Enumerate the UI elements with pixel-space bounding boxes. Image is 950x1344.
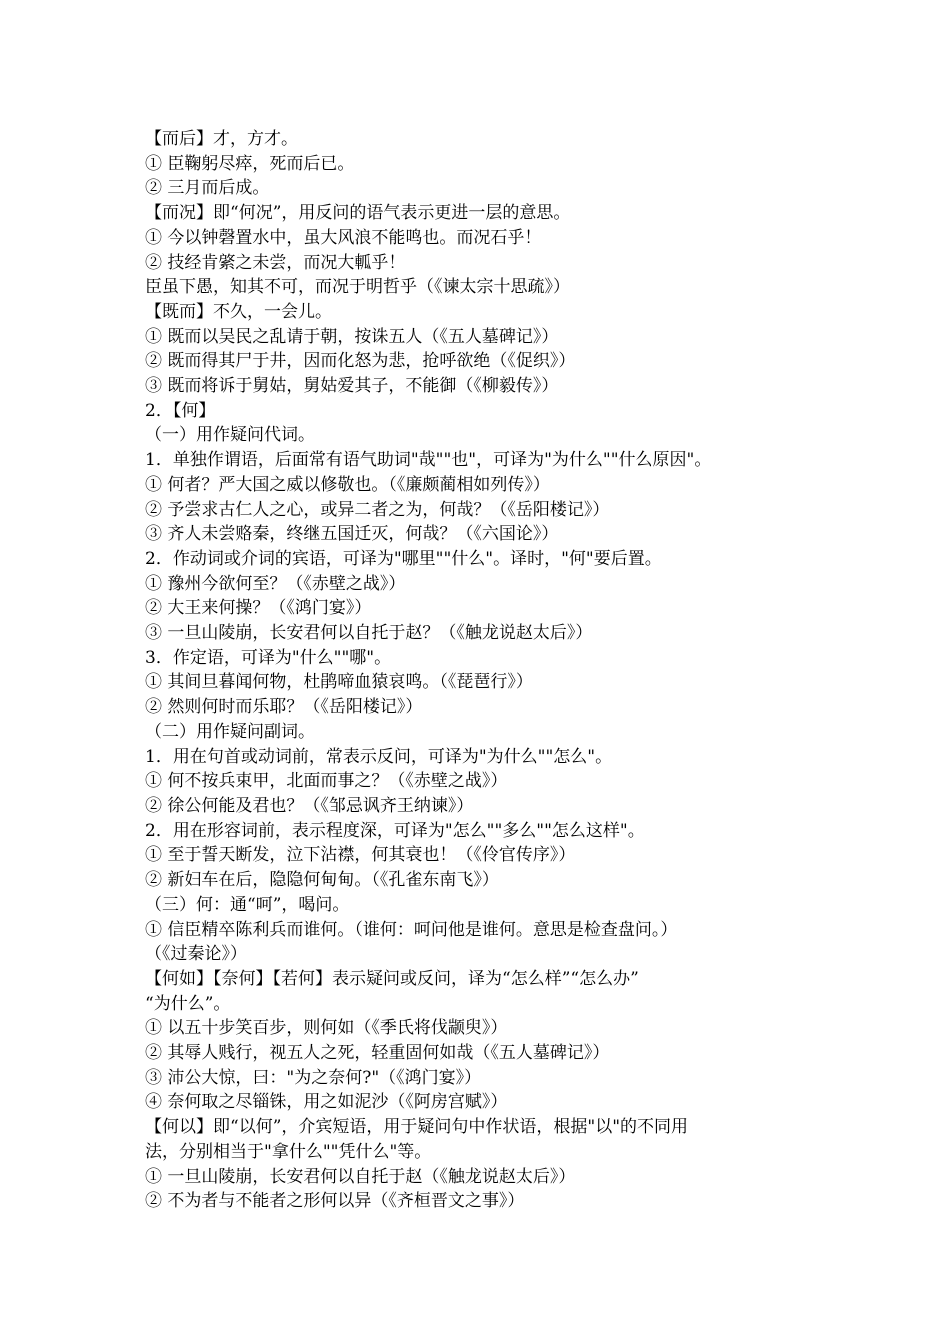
text-line: ① 信臣精卒陈利兵而谁何。（谁何：呵问他是谁何。意思是检查盘问。） (145, 919, 678, 940)
text-line: （三）何：通“呵”，喝问。 (145, 894, 350, 915)
text-line: 法，分别相当于"拿什么""凭什么"等。 (145, 1141, 432, 1162)
text-line: 【而后】才，方才。 (145, 129, 298, 149)
text-line: （二）用作疑问副词。 (145, 721, 315, 742)
text-line: 1．用在句首或动词前，常表示反问，可译为"为什么""怎么"。 (145, 746, 613, 767)
text-line: ① 一旦山陵崩，长安君何以自托于赵（《触龙说赵太后》） (145, 1166, 576, 1187)
text-line: ② 技经肯綮之未尝，而况大軱乎！ (145, 252, 406, 273)
text-line: ③ 沛公大惊，曰："为之奈何?"（《鸿门宴》） (145, 1067, 482, 1088)
text-line: 2．【何】 (145, 400, 216, 421)
text-line: 【既而】不久，一会儿。 (145, 301, 332, 322)
text-line: ② 不为者与不能者之形何以异（《齐桓晋文之事》） (145, 1191, 525, 1212)
text-line: ③ 既而将诉于舅姑，舅姑爱其子，不能御（《柳毅传》） (145, 376, 559, 397)
text-line: ③ 齐人未尝赂秦，终继五国迁灭，何哉？（《六国论》） (145, 524, 559, 545)
text-line: ① 今以钟磬置水中，虽大风浪不能鸣也。而况石乎！ (145, 227, 542, 248)
text-line: 1．单独作谓语，后面常有语气助词"哉""也"，可译为"为什么""什么原因"。 (145, 450, 712, 471)
text-line: ② 大王来何操？（《鸿门宴》） (145, 598, 372, 619)
text-line: ② 既而得其尸于井，因而化怒为悲，抢呼欲绝（《促织》） (145, 351, 576, 372)
text-line: ② 其辱人贱行，视五人之死，轻重固何如哉（《五人墓碑记》） (145, 1043, 610, 1064)
text-line: ② 徐公何能及君也？（《邹忌讽齐王纳谏》） (145, 795, 474, 816)
text-line: ② 予尝求古仁人之心，或异二者之为，何哉？（《岳阳楼记》） (145, 499, 610, 520)
text-line: ① 何者？严大国之威以修敬也。（《廉颇蔺相如列传》） (145, 474, 550, 495)
document-body (145, 127, 820, 1214)
text-line: ① 何不按兵束甲，北面而事之？（《赤壁之战》） (145, 771, 508, 792)
text-line: ① 臣鞠躬尽瘁，死而后已。 (145, 153, 355, 174)
text-line: ① 其间旦暮闻何物，杜鹃啼血猿哀鸣。（《琵琶行》） (145, 672, 533, 693)
text-line: 臣虽下愚，知其不可，而况于明哲乎（《谏太宗十思疏》） (145, 277, 570, 298)
text-line: 【何以】即“以何”，介宾短语，用于疑问句中作状语，根据"以"的不同用 (145, 1117, 689, 1138)
text-line: 2．用在形容词前，表示程度深，可译为"怎么""多么""怎么这样"。 (145, 820, 645, 841)
text-line: ③ 一旦山陵崩，长安君何以自托于赵？（《触龙说赵太后》） (145, 623, 593, 644)
text-line: 2．作动词或介词的宾语，可译为"哪里""什么"。译时，"何"要后置。 (145, 548, 662, 569)
text-line: ② 三月而后成。 (145, 178, 270, 199)
text-line: ② 新妇车在后，隐隐何甸甸。（《孔雀东南飞》） (145, 870, 499, 891)
text-line: ② 然则何时而乐耶？（《岳阳楼记》） (145, 697, 423, 718)
text-line: 3．作定语，可译为"什么""哪"。 (145, 647, 392, 668)
text-line: （《过秦论》） (145, 944, 247, 965)
text-line: ① 至于誓天断发，泣下沾襟，何其衰也！（《伶官传序》） (145, 845, 576, 866)
text-line: “为什么”。 (145, 993, 231, 1014)
text-line: ① 豫州今欲何至？（《赤壁之战》） (145, 573, 406, 594)
text-line: 【而况】即“何况”，用反问的语气表示更进一层的意思。 (145, 203, 571, 224)
text-line: ④ 奈何取之尽锱铢，用之如泥沙（《阿房宫赋》） (145, 1092, 508, 1113)
text-line: ① 以五十步笑百步，则何如（《季氏将伐颛臾》） (145, 1018, 508, 1039)
text-line: 【何如】【奈何】【若何】表示疑问或反问，译为“怎么样”“怎么办” (145, 968, 639, 989)
text-line: （一）用作疑问代词。 (145, 425, 315, 446)
text-line: ① 既而以吴民之乱请于朝，按诛五人（《五人墓碑记》） (145, 326, 559, 347)
